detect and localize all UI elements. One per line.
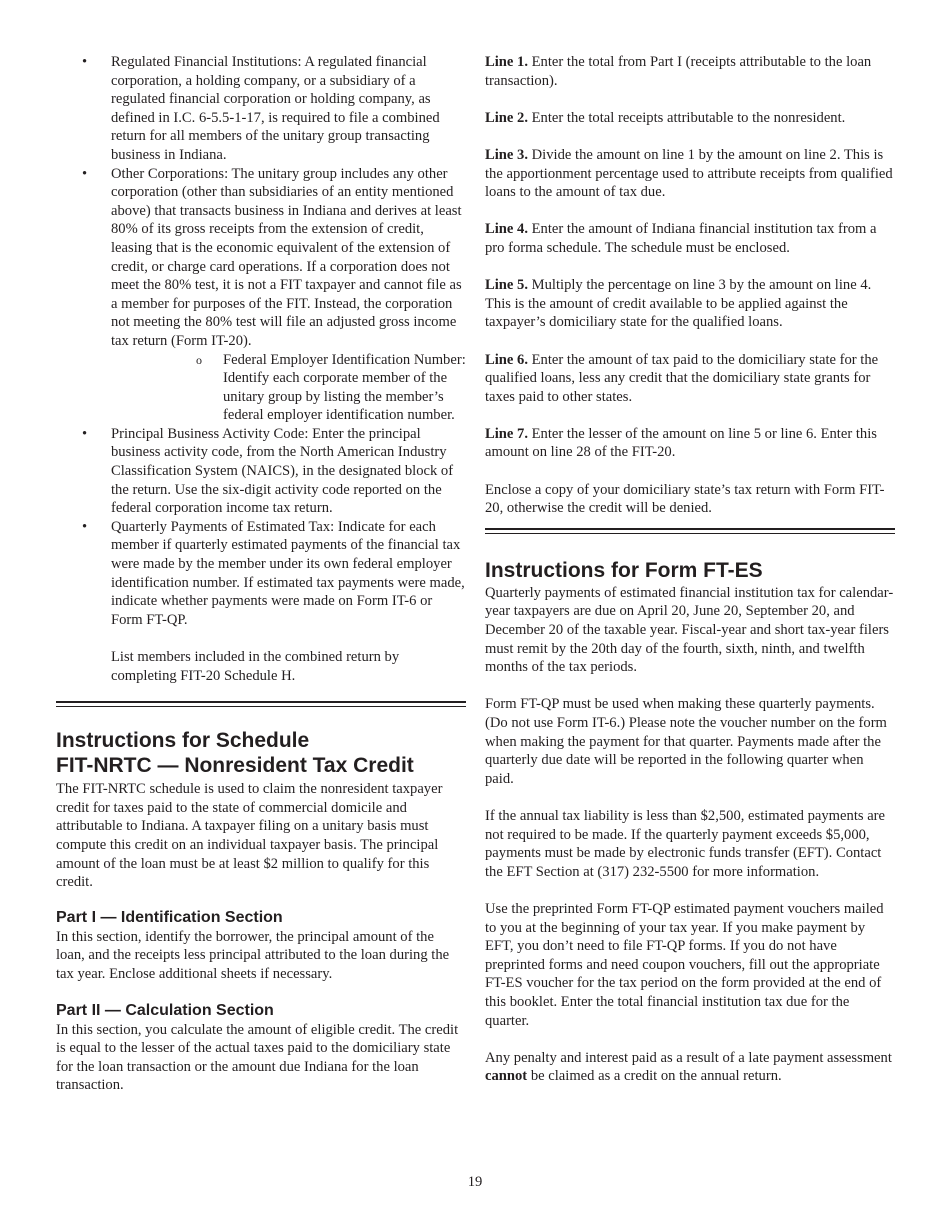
line-text: Enter the lesser of the amount on line 5 or line 6. Enter this amount on line 28 of the FIT-20. [485, 425, 877, 461]
line-6-instruction [485, 351, 895, 407]
nrtc-title-line-1: Instructions for Schedule [56, 729, 310, 753]
ftes-paragraph-3: If the annual tax liability is less than $2,500, estimated payments are not required to be made. If the quarterly payment exceeds $5,000, payments must be made by electronic funds transfer (EFT). Contact the EFT Section at (317) 232-5500 for more information. [485, 807, 886, 880]
sub-bullet-federal-employer-id: Federal Employer Identification Number: Identify each corporate member of the unitary group by listing the member’s federal employer identification number. [223, 351, 466, 424]
list-item [56, 53, 466, 165]
line-label: Line 1. [485, 54, 528, 70]
line-label: Line 3. [485, 146, 528, 163]
line-label: Line 4. [485, 221, 528, 238]
bullet-quarterly-payments: Quarterly Payments of Estimated Tax: Indicate for each member if quarterly estimated payments of the financial tax were made by the member under its own federal employer identification number. If estimated tax payments were made, indicate whether payments were made on Form IT-6 or Form FT-QP. [111, 518, 465, 628]
right-column [485, 53, 895, 1086]
sub-list [111, 351, 466, 425]
line-label: Line 2. [485, 109, 528, 126]
ftes-paragraph-1: Quarterly payments of estimated financial institution tax for calendar-year taxpayers are due on April 20, June 20, September 20, and December 20 of the taxable year. Fiscal-year and short tax-year filers must remit by the 20th day of the fourth, sixth, ninth, and twelfth months of the tax periods. [485, 584, 894, 676]
line-text: Multiply the percentage on line 3 by the amount on line 4. This is the amount of credit available to be applied against the taxpayer’s domiciliary state for the qualified loans. [485, 277, 872, 331]
line-label: Line 7. [485, 425, 528, 442]
line-text: Enter the amount of Indiana financial institution tax from a pro forma schedule. The schedule must be enclosed. [485, 221, 877, 256]
line-text: Enter the total from Part I (receipts attributable to the loan transaction). [485, 54, 872, 89]
list-item [56, 165, 466, 425]
part1-heading: Part I — Identification Section [56, 908, 283, 926]
line-5-instruction [485, 276, 895, 332]
left-column [56, 53, 466, 1095]
line-7-instruction [485, 425, 895, 462]
line-1-instruction [485, 53, 895, 90]
ftes-p5-end: be claimed as a credit on the annual return. [530, 1068, 782, 1085]
enclose-note: Enclose a copy of your domiciliary state’s tax return with Form FIT-20, otherwise the credit will be denied. [485, 481, 885, 517]
bullet-regulated-financial-institutions: Regulated Financial Institutions: A regulated financial corporation, a holding company, or a subsidiary of a regulated financial corporation or holding company, as defined in I.C. 6-5.5-1-17, is required to file a combined return for all members of the unitary group transacting business in Indiana. [111, 54, 440, 163]
line-label: Line 6. [485, 351, 528, 368]
nrtc-title-line-2: FIT-NRTC — Nonresident Tax Credit [56, 754, 414, 778]
bullet-other-corporations: Other Corporations: The unitary group includes any other corporation (other than subsidiaries of an entity mentioned above) that transacts business in Indiana and derives at least 80% of its gross receipts from the extension of credit, leasing that is the economic equivalent of the extension of credit, or charge card operations. If a corporation does not meet the 80% test, it is not a FIT taxpayer and cannot file as a member for purposes of the FIT. Instead, the corporation not meeting the 80% test will file an adjusted gross income tax return (Form IT-20). [111, 165, 462, 349]
page-number: 19 [467, 1174, 483, 1190]
list-item [56, 518, 466, 630]
nrtc-intro-paragraph: The FIT-NRTC schedule is used to claim the nonresident taxpayer credit for taxes paid to the state of commercial domicile and attributable to Indiana. A taxpayer filing on a unitary basis must compute this credit on an individual taxpayer basis. The principal amount of the loan must be at least $2 million to qualify for this credit. [56, 781, 443, 891]
ftes-paragraph-2: Form FT-QP must be used when making these quarterly payments. (Do not use Form IT-6.) Please note the voucher number on the form when making the payment for that quarter. Payments made after the quarterly due date will be reported in the following quarter when paid. [485, 696, 887, 787]
list-members-note: List members included in the combined return by completing FIT-20 Schedule H. [111, 649, 400, 684]
part1-paragraph: In this section, identify the borrower, the principal amount of the loan, and the receipts less principal attributed to the loan during the tax year. Enclose additional sheets if necessary. [56, 928, 450, 982]
ftes-section-title: Instructions for Form FT-ES [485, 558, 763, 582]
line-4-instruction [485, 220, 895, 257]
part2-paragraph: In this section, you calculate the amount of eligible credit. The credit is equal to the lesser of the actual taxes paid to the domiciliary state for the loan transaction or the amount due Indiana for the loan transaction. [56, 1021, 459, 1094]
list-item [111, 351, 466, 425]
part2-heading: Part II — Calculation Section [56, 1001, 274, 1019]
list-item [56, 425, 466, 518]
ftes-p5-start: Any penalty and interest paid as a result of a late payment assessment [485, 1049, 892, 1066]
bullet-principal-business-activity: Principal Business Activity Code: Enter the principal business activity code, from the North American Industry Classification System (NAICS), in the designated block of the return. Use the six-digit activity code reported on the federal corporation income tax return. [111, 425, 454, 517]
section-divider [485, 528, 895, 534]
line-3-instruction [485, 146, 895, 202]
line-text: Divide the amount on line 1 by the amount on line 2. This is the apportionment percentage used to attribute receipts from qualified loans to the amount of tax due. [485, 146, 893, 201]
line-label: Line 5. [485, 277, 528, 294]
combined-return-bullet-list [56, 53, 466, 629]
ftes-paragraph-4: Use the preprinted Form FT-QP estimated payment vouchers mailed to you at the beginning of your tax year. If you make payment by EFT, you don’t need to file FT-QP forms. If you do not have preprinted forms and need coupon vouchers, fill out the appropriate FT-ES voucher for the tax period on the form provided at the end of this booklet. Enter the total financial institution tax due for the quarter. [485, 900, 884, 1029]
nrtc-section-title [56, 728, 466, 778]
ftes-paragraph-5 [485, 1049, 895, 1086]
line-2-instruction [485, 109, 895, 128]
line-text: Enter the amount of tax paid to the domiciliary state for the qualified loans, less any credit that the domiciliary state grants for taxes paid to other states. [485, 351, 879, 405]
section-divider [56, 701, 466, 707]
line-text: Enter the total receipts attributable to the nonresident. [531, 109, 846, 126]
ftes-p5-emphasis: cannot [485, 1068, 528, 1085]
